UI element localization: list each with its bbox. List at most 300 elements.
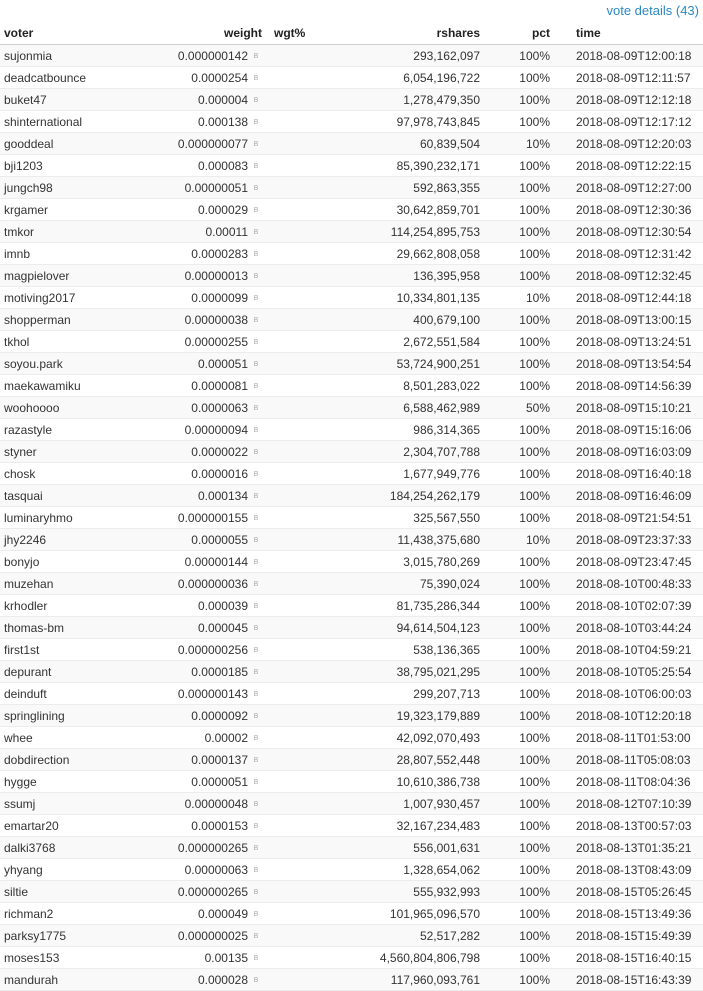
weight-value: 0.0000099 [191,290,248,305]
vote-cell-time: 2018-08-11T01:53:00 [566,727,703,749]
vote-cell-pct: 100% [480,45,566,67]
vote-cell-time: 2018-08-10T02:07:39 [566,595,703,617]
vote-cell-time: 2018-08-09T12:00:18 [566,45,703,67]
vote-cell-rshares: 101,965,096,570 [330,903,480,925]
vote-cell-voter [0,309,154,331]
voter-link[interactable]: maekawamiku [4,378,81,393]
vote-row [0,705,703,727]
vote-cell-pct: 100% [480,617,566,639]
vote-cell-time: 2018-08-09T16:40:18 [566,463,703,485]
weight-value: 0.0000185 [191,664,248,679]
vote-row [0,485,703,507]
weight-unit-mark: B [253,624,259,632]
weight-unit-mark: B [253,514,259,522]
vote-cell-time: 2018-08-09T12:11:57 [566,67,703,89]
voter-link[interactable]: shopperman [4,312,71,327]
vote-cell-voter [0,661,154,683]
vote-cell-wgt-percent [262,507,330,529]
vote-cell-voter [0,793,154,815]
vote-cell-wgt-percent [262,573,330,595]
vote-cell-time: 2018-08-09T12:17:12 [566,111,703,133]
vote-row [0,133,703,155]
vote-cell-weight [154,419,262,441]
vote-cell-weight [154,661,262,683]
vote-cell-voter [0,243,154,265]
weight-value: 0.00000013 [184,268,248,283]
vote-cell-voter [0,111,154,133]
vote-cell-weight [154,221,262,243]
vote-cell-weight [154,815,262,837]
vote-cell-wgt-percent [262,463,330,485]
vote-cell-rshares: 10,610,386,738 [330,771,480,793]
vote-cell-pct: 100% [480,177,566,199]
vote-cell-time: 2018-08-15T15:49:39 [566,925,703,947]
vote-cell-rshares: 6,054,196,722 [330,67,480,89]
vote-cell-weight [154,925,262,947]
vote-cell-pct: 100% [480,155,566,177]
vote-cell-time: 2018-08-09T13:54:54 [566,353,703,375]
weight-value: 0.00000048 [184,796,248,811]
vote-row [0,661,703,683]
vote-cell-wgt-percent [262,617,330,639]
voter-link[interactable]: muzehan [4,576,54,591]
vote-cell-voter [0,133,154,155]
vote-cell-pct: 100% [480,441,566,463]
vote-cell-voter [0,199,154,221]
vote-cell-weight [154,353,262,375]
vote-cell-weight [154,595,262,617]
vote-row [0,727,703,749]
vote-cell-wgt-percent [262,705,330,727]
weight-unit-mark: B [253,162,259,170]
voter-link[interactable]: jhy2246 [4,532,47,547]
voter-link[interactable]: jungch98 [4,180,53,195]
weight-value: 0.000000265 [177,884,248,899]
vote-cell-pct: 100% [480,881,566,903]
weight-unit-mark: B [253,294,259,302]
vote-cell-rshares: 592,863,355 [330,177,480,199]
voter-link[interactable]: shinternational [4,114,83,129]
column-header-voter[interactable]: voter [0,22,154,45]
weight-value: 0.000029 [197,202,248,217]
vote-cell-voter [0,45,154,67]
weight-value: 0.0000016 [191,466,248,481]
voter-link[interactable]: mandurah [4,972,59,987]
vote-cell-voter [0,617,154,639]
vote-cell-time: 2018-08-11T05:08:03 [566,749,703,771]
vote-cell-time: 2018-08-09T12:32:45 [566,265,703,287]
vote-cell-rshares: 85,390,232,171 [330,155,480,177]
vote-cell-wgt-percent [262,881,330,903]
vote-cell-pct: 100% [480,353,566,375]
weight-unit-mark: B [253,184,259,192]
vote-row [0,617,703,639]
vote-cell-weight [154,89,262,111]
vote-cell-time: 2018-08-09T12:30:36 [566,199,703,221]
vote-cell-rshares: 293,162,097 [330,45,480,67]
vote-cell-rshares: 400,679,100 [330,309,480,331]
vote-cell-rshares: 6,588,462,989 [330,397,480,419]
vote-cell-weight [154,155,262,177]
voter-link[interactable]: first1st [4,642,40,657]
voter-link[interactable]: soyou.park [4,356,63,371]
vote-cell-voter [0,265,154,287]
vote-cell-rshares: 29,662,808,058 [330,243,480,265]
voter-link[interactable]: richman2 [4,906,54,921]
vote-cell-voter [0,727,154,749]
vote-cell-voter [0,815,154,837]
vote-cell-voter [0,903,154,925]
vote-cell-pct: 100% [480,265,566,287]
vote-cell-time: 2018-08-15T13:49:36 [566,903,703,925]
vote-cell-weight [154,265,262,287]
vote-row [0,331,703,353]
weight-value: 0.0000022 [191,444,248,459]
voter-link[interactable]: luminaryhmo [4,510,73,525]
vote-cell-pct: 100% [480,639,566,661]
voter-link[interactable]: krgamer [4,202,49,217]
weight-value: 0.0000153 [191,818,248,833]
weight-unit-mark: B [253,96,259,104]
vote-cell-wgt-percent [262,595,330,617]
vote-cell-time: 2018-08-09T16:03:09 [566,441,703,463]
vote-cell-voter [0,177,154,199]
vote-cell-voter [0,67,154,89]
voter-link[interactable]: tasquai [4,488,43,503]
vote-cell-rshares: 114,254,895,753 [330,221,480,243]
vote-cell-time: 2018-08-09T14:56:39 [566,375,703,397]
vote-cell-wgt-percent [262,199,330,221]
vote-cell-pct: 10% [480,133,566,155]
vote-row [0,463,703,485]
vote-cell-time: 2018-08-09T12:20:03 [566,133,703,155]
vote-row [0,45,703,67]
voter-link[interactable]: motiving2017 [4,290,76,305]
vote-cell-pct: 10% [480,287,566,309]
vote-cell-time: 2018-08-10T03:44:24 [566,617,703,639]
vote-cell-pct: 100% [480,859,566,881]
vote-cell-rshares: 1,677,949,776 [330,463,480,485]
vote-row [0,353,703,375]
voter-link[interactable]: springlining [4,708,65,723]
vote-cell-time: 2018-08-09T12:30:54 [566,221,703,243]
vote-cell-rshares: 28,807,552,448 [330,749,480,771]
weight-value: 0.000000143 [177,686,248,701]
weight-value: 0.000138 [197,114,248,129]
vote-cell-time: 2018-08-10T00:48:33 [566,573,703,595]
vote-cell-weight [154,617,262,639]
voter-link[interactable]: dalki3768 [4,840,56,855]
vote-row [0,815,703,837]
vote-cell-voter [0,881,154,903]
vote-cell-time: 2018-08-09T12:27:00 [566,177,703,199]
votes-table [0,22,703,991]
vote-cell-time: 2018-08-09T15:16:06 [566,419,703,441]
vote-cell-voter [0,353,154,375]
vote-cell-time: 2018-08-09T15:10:21 [566,397,703,419]
weight-value: 0.000083 [197,158,248,173]
vote-details-link[interactable]: vote details (43) [606,3,699,18]
vote-cell-weight [154,573,262,595]
vote-cell-voter [0,969,154,991]
vote-row [0,199,703,221]
vote-row [0,595,703,617]
vote-cell-time: 2018-08-09T13:00:15 [566,309,703,331]
vote-cell-voter [0,463,154,485]
header-row [0,22,703,45]
voter-link[interactable]: buket47 [4,92,47,107]
weight-value: 0.0000254 [191,70,248,85]
vote-cell-wgt-percent [262,903,330,925]
weight-unit-mark: B [253,470,259,478]
voter-link[interactable]: ssumj [4,796,36,811]
vote-cell-weight [154,705,262,727]
voter-link[interactable]: emartar20 [4,818,59,833]
vote-row [0,529,703,551]
weight-value: 0.0000283 [191,246,248,261]
voter-link[interactable]: styner [4,444,37,459]
weight-value: 0.0000063 [191,400,248,415]
vote-cell-pct: 100% [480,419,566,441]
column-header-pct[interactable]: pct [480,22,566,45]
vote-cell-wgt-percent [262,925,330,947]
vote-cell-rshares: 3,015,780,269 [330,551,480,573]
vote-cell-time: 2018-08-09T21:54:51 [566,507,703,529]
weight-value: 0.0000081 [191,378,248,393]
vote-row [0,89,703,111]
vote-row [0,375,703,397]
vote-cell-wgt-percent [262,419,330,441]
vote-cell-time: 2018-08-15T05:26:45 [566,881,703,903]
vote-row [0,837,703,859]
voter-link[interactable]: dobdirection [4,752,70,767]
voter-link[interactable]: gooddeal [4,136,54,151]
vote-cell-voter [0,771,154,793]
voter-link[interactable]: bonyjo [4,554,40,569]
vote-cell-voter [0,331,154,353]
vote-cell-time: 2018-08-09T16:46:09 [566,485,703,507]
vote-cell-pct: 100% [480,221,566,243]
voter-link[interactable]: sujonmia [4,48,53,63]
vote-row [0,441,703,463]
vote-row [0,67,703,89]
column-header-time[interactable]: time [566,22,703,45]
weight-unit-mark: B [253,74,259,82]
vote-cell-wgt-percent [262,45,330,67]
voter-link[interactable]: tkhol [4,334,30,349]
vote-cell-voter [0,529,154,551]
vote-cell-pct: 100% [480,705,566,727]
vote-cell-weight [154,243,262,265]
vote-cell-weight [154,749,262,771]
vote-cell-pct: 100% [480,925,566,947]
vote-row [0,155,703,177]
vote-cell-voter [0,551,154,573]
vote-row [0,177,703,199]
voter-link[interactable]: depurant [4,664,52,679]
weight-unit-mark: B [253,360,259,368]
weight-unit-mark: B [253,800,259,808]
vote-cell-time: 2018-08-10T04:59:21 [566,639,703,661]
vote-cell-wgt-percent [262,947,330,969]
vote-cell-pct: 100% [480,947,566,969]
vote-cell-rshares: 538,136,365 [330,639,480,661]
vote-cell-rshares: 81,735,286,344 [330,595,480,617]
vote-cell-pct: 100% [480,727,566,749]
voter-link[interactable]: parksy1775 [4,928,67,943]
weight-unit-mark: B [253,250,259,258]
weight-unit-mark: B [253,338,259,346]
voter-link[interactable]: moses153 [4,950,60,965]
vote-cell-wgt-percent [262,397,330,419]
weight-unit-mark: B [253,866,259,874]
vote-cell-weight [154,331,262,353]
vote-cell-pct: 100% [480,595,566,617]
vote-cell-pct: 100% [480,507,566,529]
votes-table-head [0,22,703,45]
vote-cell-voter [0,639,154,661]
vote-cell-pct: 100% [480,485,566,507]
vote-cell-pct: 100% [480,815,566,837]
vote-cell-weight [154,683,262,705]
vote-cell-pct: 100% [480,243,566,265]
vote-cell-time: 2018-08-13T00:57:03 [566,815,703,837]
weight-value: 0.000000077 [177,136,248,151]
vote-details-header [0,0,703,22]
vote-cell-wgt-percent [262,485,330,507]
voter-link[interactable]: bji1203 [4,158,43,173]
vote-cell-pct: 100% [480,771,566,793]
weight-value: 0.000000256 [177,642,248,657]
voter-link[interactable]: tmkor [4,224,34,239]
voter-link[interactable]: yhyang [4,862,43,877]
vote-row [0,265,703,287]
voter-link[interactable]: siltie [4,884,29,899]
vote-row [0,903,703,925]
vote-cell-weight [154,287,262,309]
voter-link[interactable]: deadcatbounce [4,70,87,85]
vote-cell-weight [154,529,262,551]
vote-cell-voter [0,705,154,727]
vote-cell-time: 2018-08-10T12:20:18 [566,705,703,727]
weight-value: 0.00002 [204,730,248,745]
weight-unit-mark: B [253,536,259,544]
vote-row [0,573,703,595]
weight-value: 0.000000155 [177,510,248,525]
vote-cell-rshares: 1,007,930,457 [330,793,480,815]
vote-row [0,683,703,705]
vote-cell-wgt-percent [262,441,330,463]
vote-cell-voter [0,397,154,419]
vote-cell-rshares: 325,567,550 [330,507,480,529]
vote-cell-time: 2018-08-10T05:25:54 [566,661,703,683]
weight-unit-mark: B [253,822,259,830]
vote-row [0,749,703,771]
column-header-weight[interactable]: weight [154,22,262,45]
vote-cell-voter [0,221,154,243]
voter-link[interactable]: deinduft [4,686,47,701]
vote-cell-weight [154,199,262,221]
vote-cell-rshares: 2,304,707,788 [330,441,480,463]
vote-cell-wgt-percent [262,287,330,309]
weight-unit-mark: B [253,448,259,456]
weight-unit-mark: B [253,404,259,412]
vote-cell-wgt-percent [262,353,330,375]
voter-link[interactable]: razastyle [4,422,53,437]
vote-row [0,507,703,529]
vote-row [0,309,703,331]
vote-cell-pct: 100% [480,573,566,595]
voter-link[interactable]: whee [4,730,33,745]
voter-link[interactable]: thomas-bm [4,620,65,635]
weight-unit-mark: B [253,272,259,280]
voter-link[interactable]: woohoooo [4,400,60,415]
weight-unit-mark: B [253,492,259,500]
weight-value: 0.00000094 [184,422,248,437]
vote-row [0,947,703,969]
vote-cell-voter [0,947,154,969]
weight-value: 0.000004 [197,92,248,107]
voter-link[interactable]: krhodler [4,598,48,613]
vote-cell-time: 2018-08-15T16:43:39 [566,969,703,991]
vote-cell-wgt-percent [262,375,330,397]
vote-cell-weight [154,771,262,793]
vote-row [0,221,703,243]
vote-cell-weight [154,441,262,463]
vote-cell-time: 2018-08-11T08:04:36 [566,771,703,793]
vote-cell-rshares: 556,001,631 [330,837,480,859]
column-header-rshares[interactable]: rshares [330,22,480,45]
voter-link[interactable]: hygge [4,774,37,789]
vote-cell-wgt-percent [262,859,330,881]
vote-cell-wgt-percent [262,89,330,111]
vote-cell-voter [0,287,154,309]
vote-cell-weight [154,969,262,991]
voter-link[interactable]: magpielover [4,268,70,283]
weight-unit-mark: B [253,580,259,588]
weight-value: 0.00000255 [184,334,248,349]
vote-cell-pct: 100% [480,331,566,353]
weight-unit-mark: B [253,118,259,126]
vote-cell-voter [0,375,154,397]
weight-value: 0.00135 [204,950,248,965]
vote-cell-rshares: 986,314,365 [330,419,480,441]
vote-cell-time: 2018-08-09T23:47:45 [566,551,703,573]
vote-cell-rshares: 2,672,551,584 [330,331,480,353]
vote-cell-wgt-percent [262,727,330,749]
vote-cell-rshares: 136,395,958 [330,265,480,287]
voter-link[interactable]: chosk [4,466,36,481]
vote-cell-pct: 100% [480,111,566,133]
vote-cell-wgt-percent [262,815,330,837]
vote-cell-weight [154,133,262,155]
vote-row [0,881,703,903]
voter-link[interactable]: imnb [4,246,31,261]
vote-cell-wgt-percent [262,551,330,573]
vote-cell-rshares: 19,323,179,889 [330,705,480,727]
weight-unit-mark: B [253,954,259,962]
weight-value: 0.0000055 [191,532,248,547]
vote-row [0,419,703,441]
vote-cell-voter [0,925,154,947]
vote-cell-time: 2018-08-15T16:40:15 [566,947,703,969]
vote-cell-voter [0,683,154,705]
weight-value: 0.0000137 [191,752,248,767]
weight-value: 0.00000144 [184,554,248,569]
weight-value: 0.000000025 [177,928,248,943]
column-header-wgt-percent[interactable]: wgt% [262,22,330,45]
vote-cell-weight [154,727,262,749]
